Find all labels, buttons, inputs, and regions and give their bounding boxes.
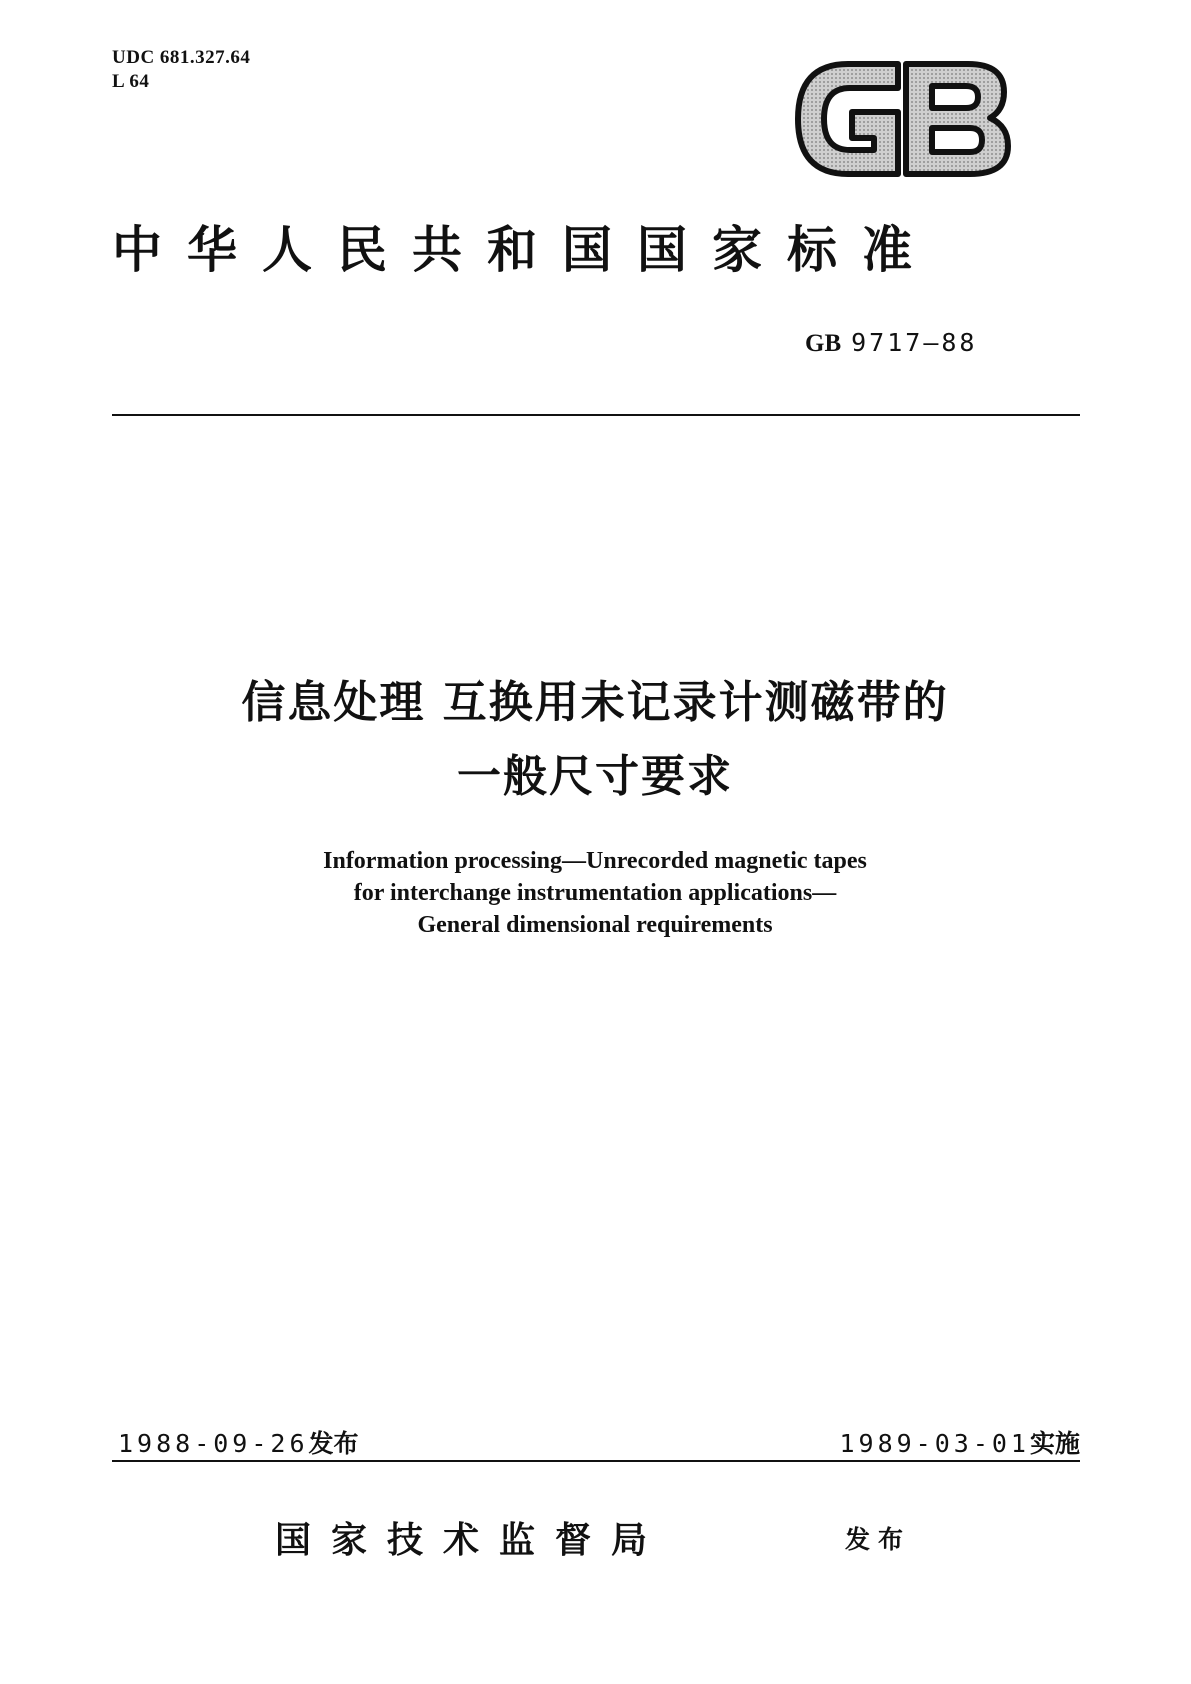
issue-date [118, 1424, 359, 1460]
publish-label: 发布 [845, 1525, 912, 1554]
udc-code: UDC 681.327.64 [112, 47, 251, 68]
bottom-divider [112, 1460, 1080, 1462]
issue-label: 发布 [308, 1429, 359, 1458]
classification-codes [112, 46, 250, 94]
english-title-line-3: General dimensional requirements [417, 912, 773, 938]
implementation-date-value: 1989-03-01 [839, 1429, 1030, 1458]
standard-number [805, 328, 977, 358]
l-code: L 64 [112, 71, 150, 92]
english-title-line-2: for interchange instrumentation applications— [353, 880, 837, 906]
implementation-date [839, 1424, 1080, 1460]
standard-prefix: GB [805, 330, 842, 357]
implementation-label: 实施 [1029, 1429, 1080, 1458]
chinese-title-line-2: 一般尺寸要求 [457, 751, 733, 802]
chinese-title-line-1: 信息处理 互换用未记录计测磁带的 [241, 677, 949, 728]
national-standard-title: 中华人民共和国国家标准 [112, 220, 937, 279]
publisher-name: 国家技术监督局 [275, 1519, 668, 1561]
standard-code: 9717—88 [851, 328, 978, 357]
english-title-line-1: Information processing—Unrecorded magnetic tapes [323, 848, 867, 874]
gb-logo-g-shape [798, 64, 898, 174]
gb-standard-logo [790, 60, 1015, 178]
issue-date-value: 1988-09-26 [118, 1429, 309, 1458]
gb-logo-b-shape [906, 64, 1008, 174]
top-divider [112, 414, 1080, 416]
english-title [100, 845, 1090, 941]
